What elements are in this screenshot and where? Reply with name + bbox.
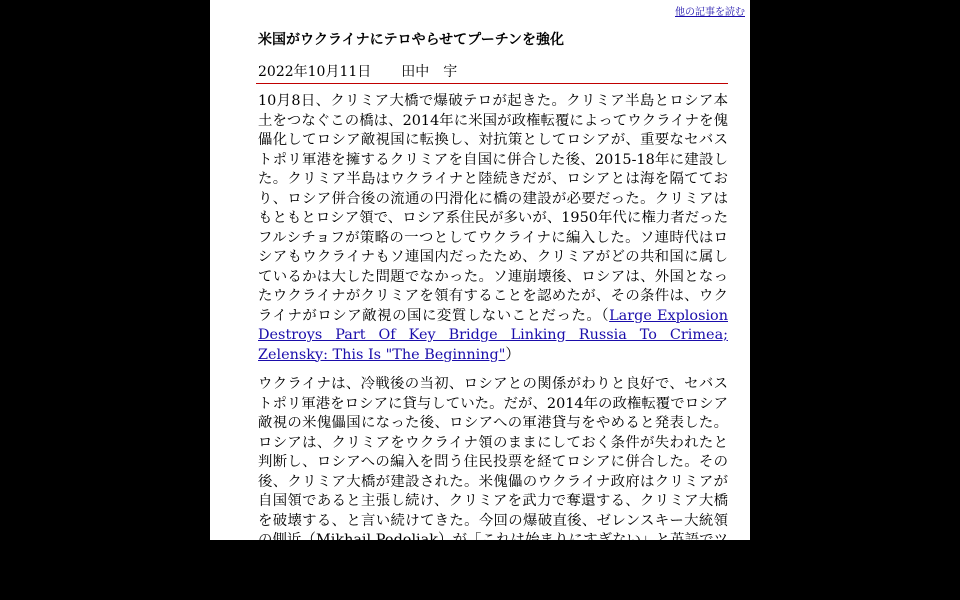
byline — [258, 61, 457, 81]
title-divider — [256, 83, 728, 84]
article-author: 田中 宇 — [401, 64, 458, 80]
paragraph-1-text: 10月8日、クリミア大橋で爆破テロが起きた。クリミア半島とロシア本土をつなぐこの橋は、2014年に米国が政権転覆によってウクライナを傀儡化してロシア敵視国に転換し、対抗策としてロシアが、重要なセバストポリ軍港を擁するクリミアを自国に併合した後、2015-18年に建設した。クリミア半島はウクライナと陸続きだが、ロシアとは海を隔てており、ロシア併合後の流通の円滑化に橋の建設が必要だった。クリミアはもともとロシア領で、ロシア系住民が多いが、1950年代に権力者だったフルシチョフが策略の一つとしてウクライナに編入した。ソ連時代はロシアもウクライナもソ連国内だったため、クリミアがどの共和国に属しているかは大した問題でなかった。ソ連崩壊後、ロシアは、外国となったウクライナがクリミアを領有することを認めたが、その条件は、ウクライナがロシア敵視の国に変質しないことだった。 — [258, 93, 728, 324]
paren-close: ） — [505, 346, 520, 363]
paragraph-1 — [258, 92, 728, 365]
paren-open: （ — [601, 307, 610, 324]
article-date: 2022年10月11日 — [258, 64, 372, 80]
other-articles-link[interactable]: 他の記事を読む — [675, 7, 745, 18]
paragraph-2: ウクライナは、冷戦後の当初、ロシアとの関係がわりと良好で、セバストポリ軍港をロシアに貸与していた。だが、2014年の政権転覆でロシア敵視の米傀儡国になった後、ロシアへの軍港貸与をやめると発表した。ロシアは、クリミアをウクライナ領のままにしておく条件が失われたと判断し、ロシアへの編入を問う住民投票を経てロシアに併合した。その後、クリミア大橋が建設された。米傀儡のウクライナ政府はクリミアが自国領であると主張し続け、クリミアを武力で奪還する、クリミア大橋を破壊する、と言い続けてきた。今回の爆破直後、ゼレンスキー大統領の側近（Mikhail Podoliak）が「これは始まりにすぎない」と英語でツイートし、ウクライナと米国が橋を爆破したことへの全世界の注目に対して似 — [258, 376, 728, 587]
article-body — [258, 92, 728, 600]
article-title: 米国がウクライナにテロやらせてプーチンを強化 — [258, 32, 565, 48]
article-page — [210, 0, 750, 587]
source-link[interactable]: Large Explosion Destroys Part Of Key Bridge Linking Russia To Crimea; Zelensky: This Is "The Beginning" — [258, 307, 728, 363]
